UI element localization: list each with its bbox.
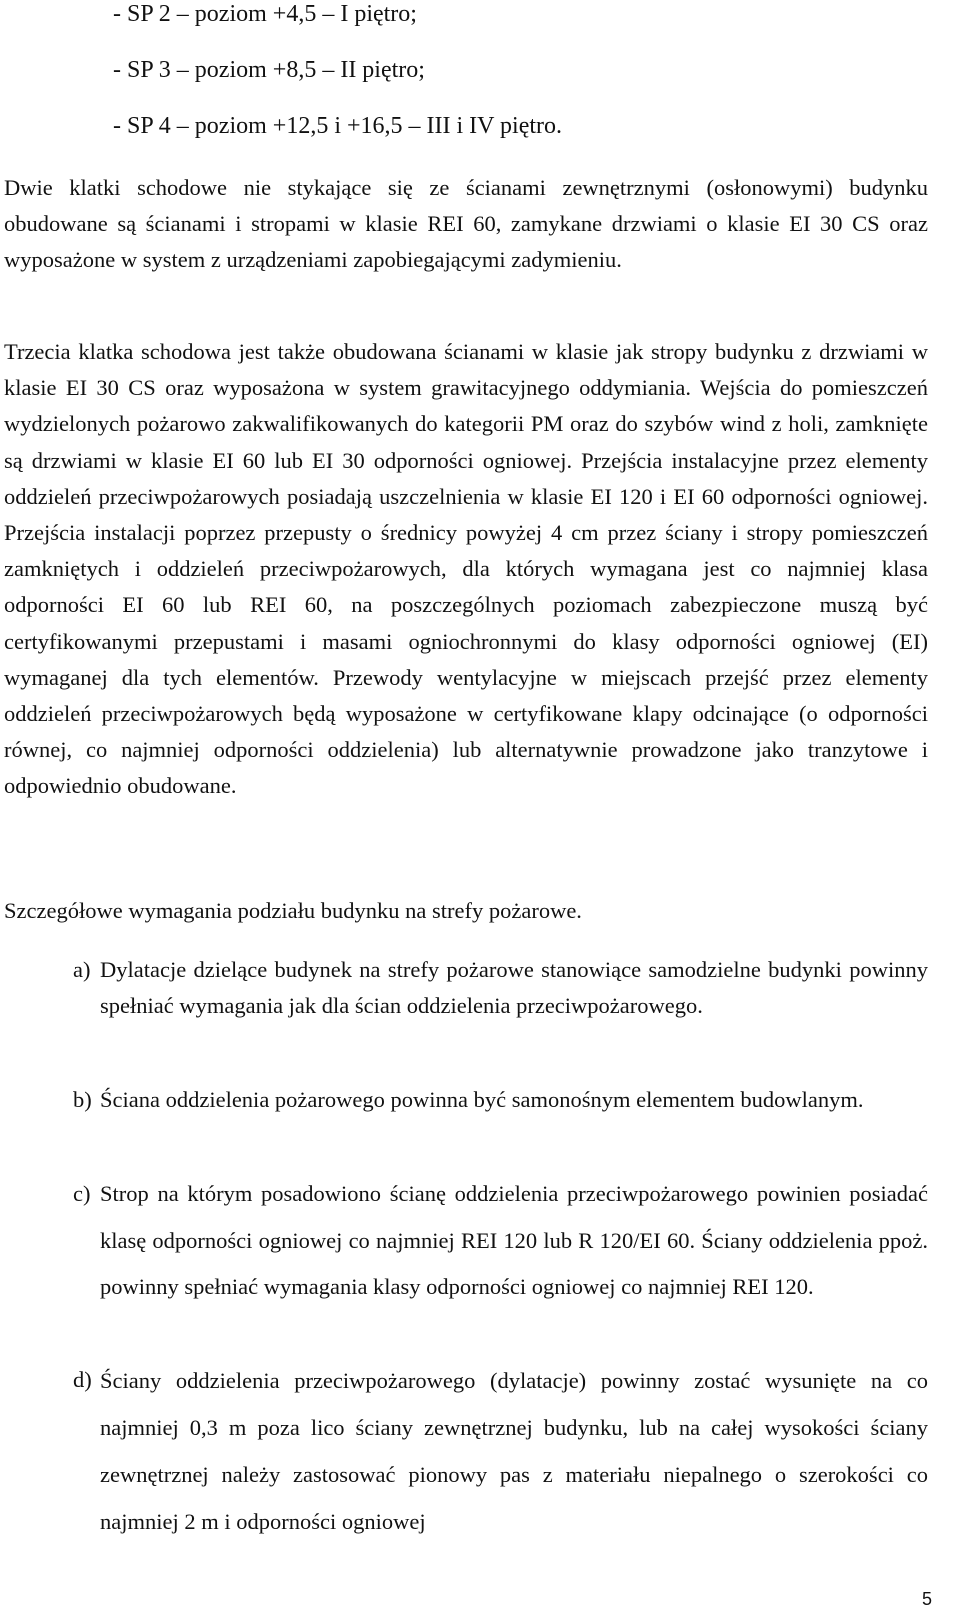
list-item-marker: a): [73, 957, 91, 982]
list-item-marker: c): [73, 1181, 91, 1206]
floor-list-item: - SP 2 – poziom +4,5 – I piętro;: [113, 1, 417, 27]
list-item-text: Strop na którym posadowiono ścianę oddzielenia przeciwpożarowego powinien posiadać klasę odporności ogniowej co najmniej REI 120 lub R 120/EI 60. Ściany oddzielenia ppoż. powinny spełniać wymagania klasy odporności ogniowej co najmniej REI 120.: [100, 1181, 928, 1299]
paragraph-third-staircase: Trzecia klatka schodowa jest także obudowana ścianami w klasie jak stropy budynku z drzwiami w klasie EI 30 CS oraz wyposażona w system grawitacyjnego oddymiania. Wejścia do pomieszczeń wydzielonych pożarowo zakwalifikowanych do kategorii PM oraz do szybów wind z holi, zamknięte są drzwiami w klasie EI 60 lub EI 30 odporności ogniowej. Przejścia instalacyjne przez elementy oddzieleń przeciwpożarowych posiadają uszczelnienia w klasie EI 120 i EI 60 odporności ogniowej. Przejścia instalacji poprzez przepusty o średnicy powyżej 4 cm przez ściany i stropy pomieszczeń zamkniętych i oddzieleń przeciwpożarowych, dla których wymagana jest co najmniej klasa odporności EI 60 lub REI 60, na poszczególnych poziomach zabezpieczone muszą być certyfikowanymi przepustami i masami ogniochronnymi do klasy odporności ogniowej (EI) wymaganej dla tych elementów. Przewody wentylacyjne w miejscach przejść przez elementy oddzieleń przeciwpożarowych będą wyposażone w certyfikowane klapy odcinające (o odporności równej, co najmniej odporności oddzielenia) lub alternatywnie prowadzone jako tranzytowe i odpowiednio obudowane.: [4, 339, 928, 799]
page-number: 5: [921, 1589, 932, 1609]
list-item-text: Ściany oddzielenia przeciwpożarowego (dylatacje) powinny zostać wysunięte na co najmniej 0,3 m poza lico ściany zewnętrznej budynku, lub na całej wysokości ściany zewnętrznej należy zastosować pionowy pas z materiału niepalnego o szerokości co najmniej 2 m i odporności ogniowej: [100, 1368, 928, 1534]
floor-list-item: - SP 4 – poziom +12,5 i +16,5 – III i IV piętro.: [113, 113, 563, 139]
section-heading: Szczegółowe wymagania podziału budynku na strefy pożarowe.: [4, 898, 582, 923]
list-item-text: Dylatacje dzielące budynek na strefy pożarowe stanowiące samodzielne budynki powinny spełniać wymagania jak dla ścian oddzielenia przeciwpożarowego.: [100, 957, 928, 1018]
paragraph-staircases: Dwie klatki schodowe nie stykające się ze ścianami zewnętrznymi (osłonowymi) budynku obudowane są ścianami i stropami w klasie REI 60, zamykane drzwiami o klasie EI 30 CS oraz wyposażone w system z urządzeniami zapobiegającymi zadymieniu.: [4, 175, 928, 273]
floor-list-item: - SP 3 – poziom +8,5 – II piętro;: [113, 57, 425, 83]
list-item-marker: b): [73, 1087, 92, 1112]
list-item-text: Ściana oddzielenia pożarowego powinna być samonośnym elementem budowlanym.: [100, 1087, 864, 1112]
list-item-marker: d): [73, 1367, 92, 1392]
